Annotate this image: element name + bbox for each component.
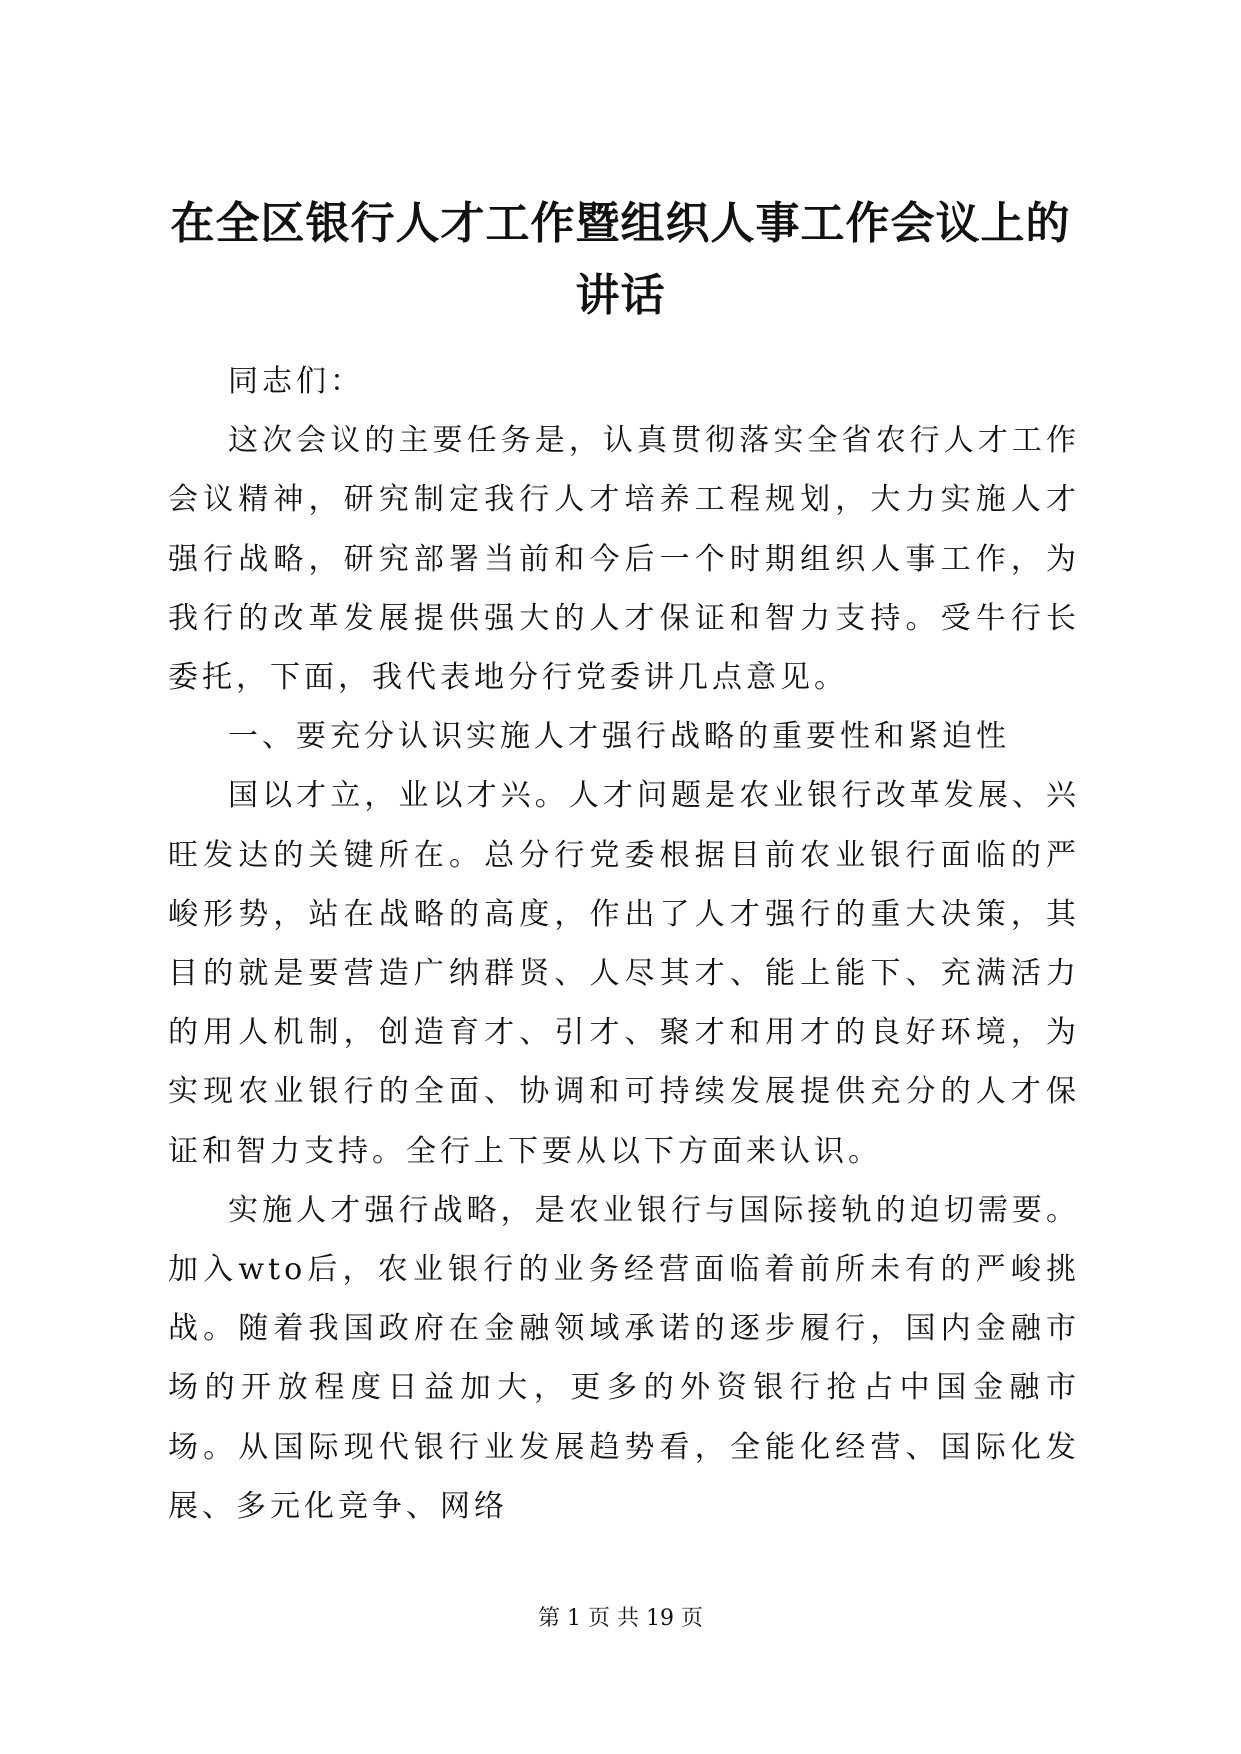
body-paragraph: 国以才立，业以才兴。人才问题是农业银行改革发展、兴旺发达的关键所在。总分行党委根据目前农业银行面临的严峻形势，站在战略的高度，作出了人才强行的重大决策，其目的就是要营造广纳群贤、人尽其才、能上能下、充满活力的用人机制，创造育才、引才、聚才和用才的良好环境，为实现农业银行的全面、协调和可持续发展提供充分的人才保证和智力支持。全行上下要从以下方面来认识。 — [168, 778, 1080, 1169]
body-paragraph: 这次会议的主要任务是，认真贯彻落实全省农行人才工作会议精神，研究制定我行人才培养工程规划，大力实施人才强行战略，研究部署当前和今后一个时期组织人事工作，为我行的改革发展提供强大的人才保证和智力支持。受牛行长委托，下面，我代表地分行党委讲几点意见。 — [168, 423, 1080, 696]
body-paragraph: 实施人才强行战略，是农业银行与国际接轨的迫切需要。加入wto后，农业银行的业务经营面临着前所未有的严峻挑战。随着我国政府在金融领域承诺的逐步履行，国内金融市场的开放程度日益加大，更多的外资银行抢占中国金融市场。从国际现代银行业发展趋势看，全能化经营、国际化发展、多元化竞争、网络 — [168, 1192, 1080, 1524]
document-title: 在全区银行人才工作暨组织人事工作会议上的讲话 — [170, 198, 1071, 321]
section-heading: 一、要充分认识实施人才强行战略的重要性和紧迫性 — [228, 719, 1010, 755]
page-footer: 第 1 页 共 19 页 — [538, 1606, 703, 1631]
salutation-paragraph: 同志们： — [228, 364, 364, 399]
document-body — [168, 352, 1080, 1536]
